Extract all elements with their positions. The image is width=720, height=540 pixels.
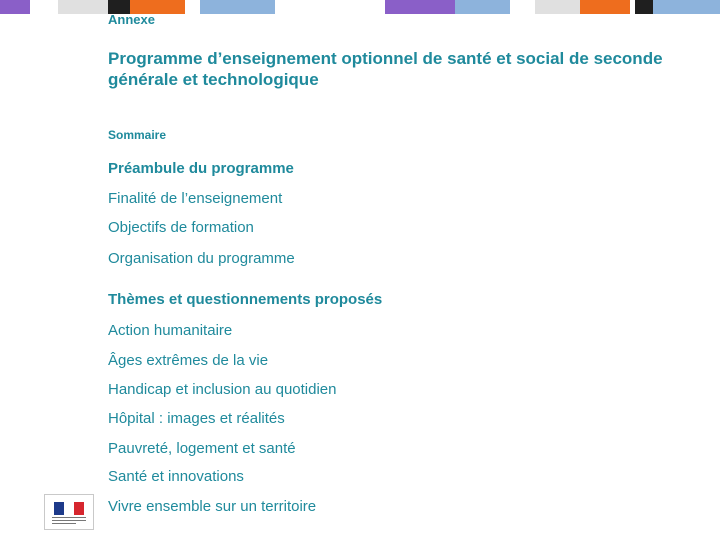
strip-segment	[580, 0, 630, 14]
toc-item: Handicap et inclusion au quotidien	[108, 381, 337, 398]
strip-segment	[455, 0, 510, 14]
section-heading-preambule: Préambule du programme	[108, 160, 294, 177]
strip-segment	[635, 0, 653, 14]
strip-segment	[535, 0, 580, 14]
toc-item: Vivre ensemble sur un territoire	[108, 498, 317, 515]
toc-item: Objectifs de formation	[108, 219, 254, 236]
document-title: Programme d’enseignement optionnel de santé et social de seconde générale et technologique	[108, 49, 663, 89]
toc-item: Âges extrêmes de la vie	[108, 352, 269, 369]
strip-segment	[653, 0, 720, 14]
flag-icon	[54, 502, 84, 515]
toc-item: Action humanitaire	[108, 322, 233, 339]
toc-item: Hôpital : images et réalités	[108, 410, 285, 427]
section-heading-themes: Thèmes et questionnements proposés	[108, 291, 383, 308]
sommaire-heading: Sommaire	[108, 128, 167, 142]
strip-segment	[58, 0, 108, 14]
marianne-logo-icon	[44, 494, 94, 530]
toc-item: Santé et innovations	[108, 468, 244, 485]
strip-segment	[385, 0, 455, 14]
toc-item: Pauvreté, logement et santé	[108, 440, 296, 457]
strip-segment	[200, 0, 275, 14]
logo-text-lines	[52, 517, 86, 526]
toc-item: Finalité de l’enseignement	[108, 190, 283, 207]
annexe-label: Annexe	[108, 12, 155, 27]
strip-segment	[0, 0, 30, 14]
toc-item: Organisation du programme	[108, 250, 295, 267]
